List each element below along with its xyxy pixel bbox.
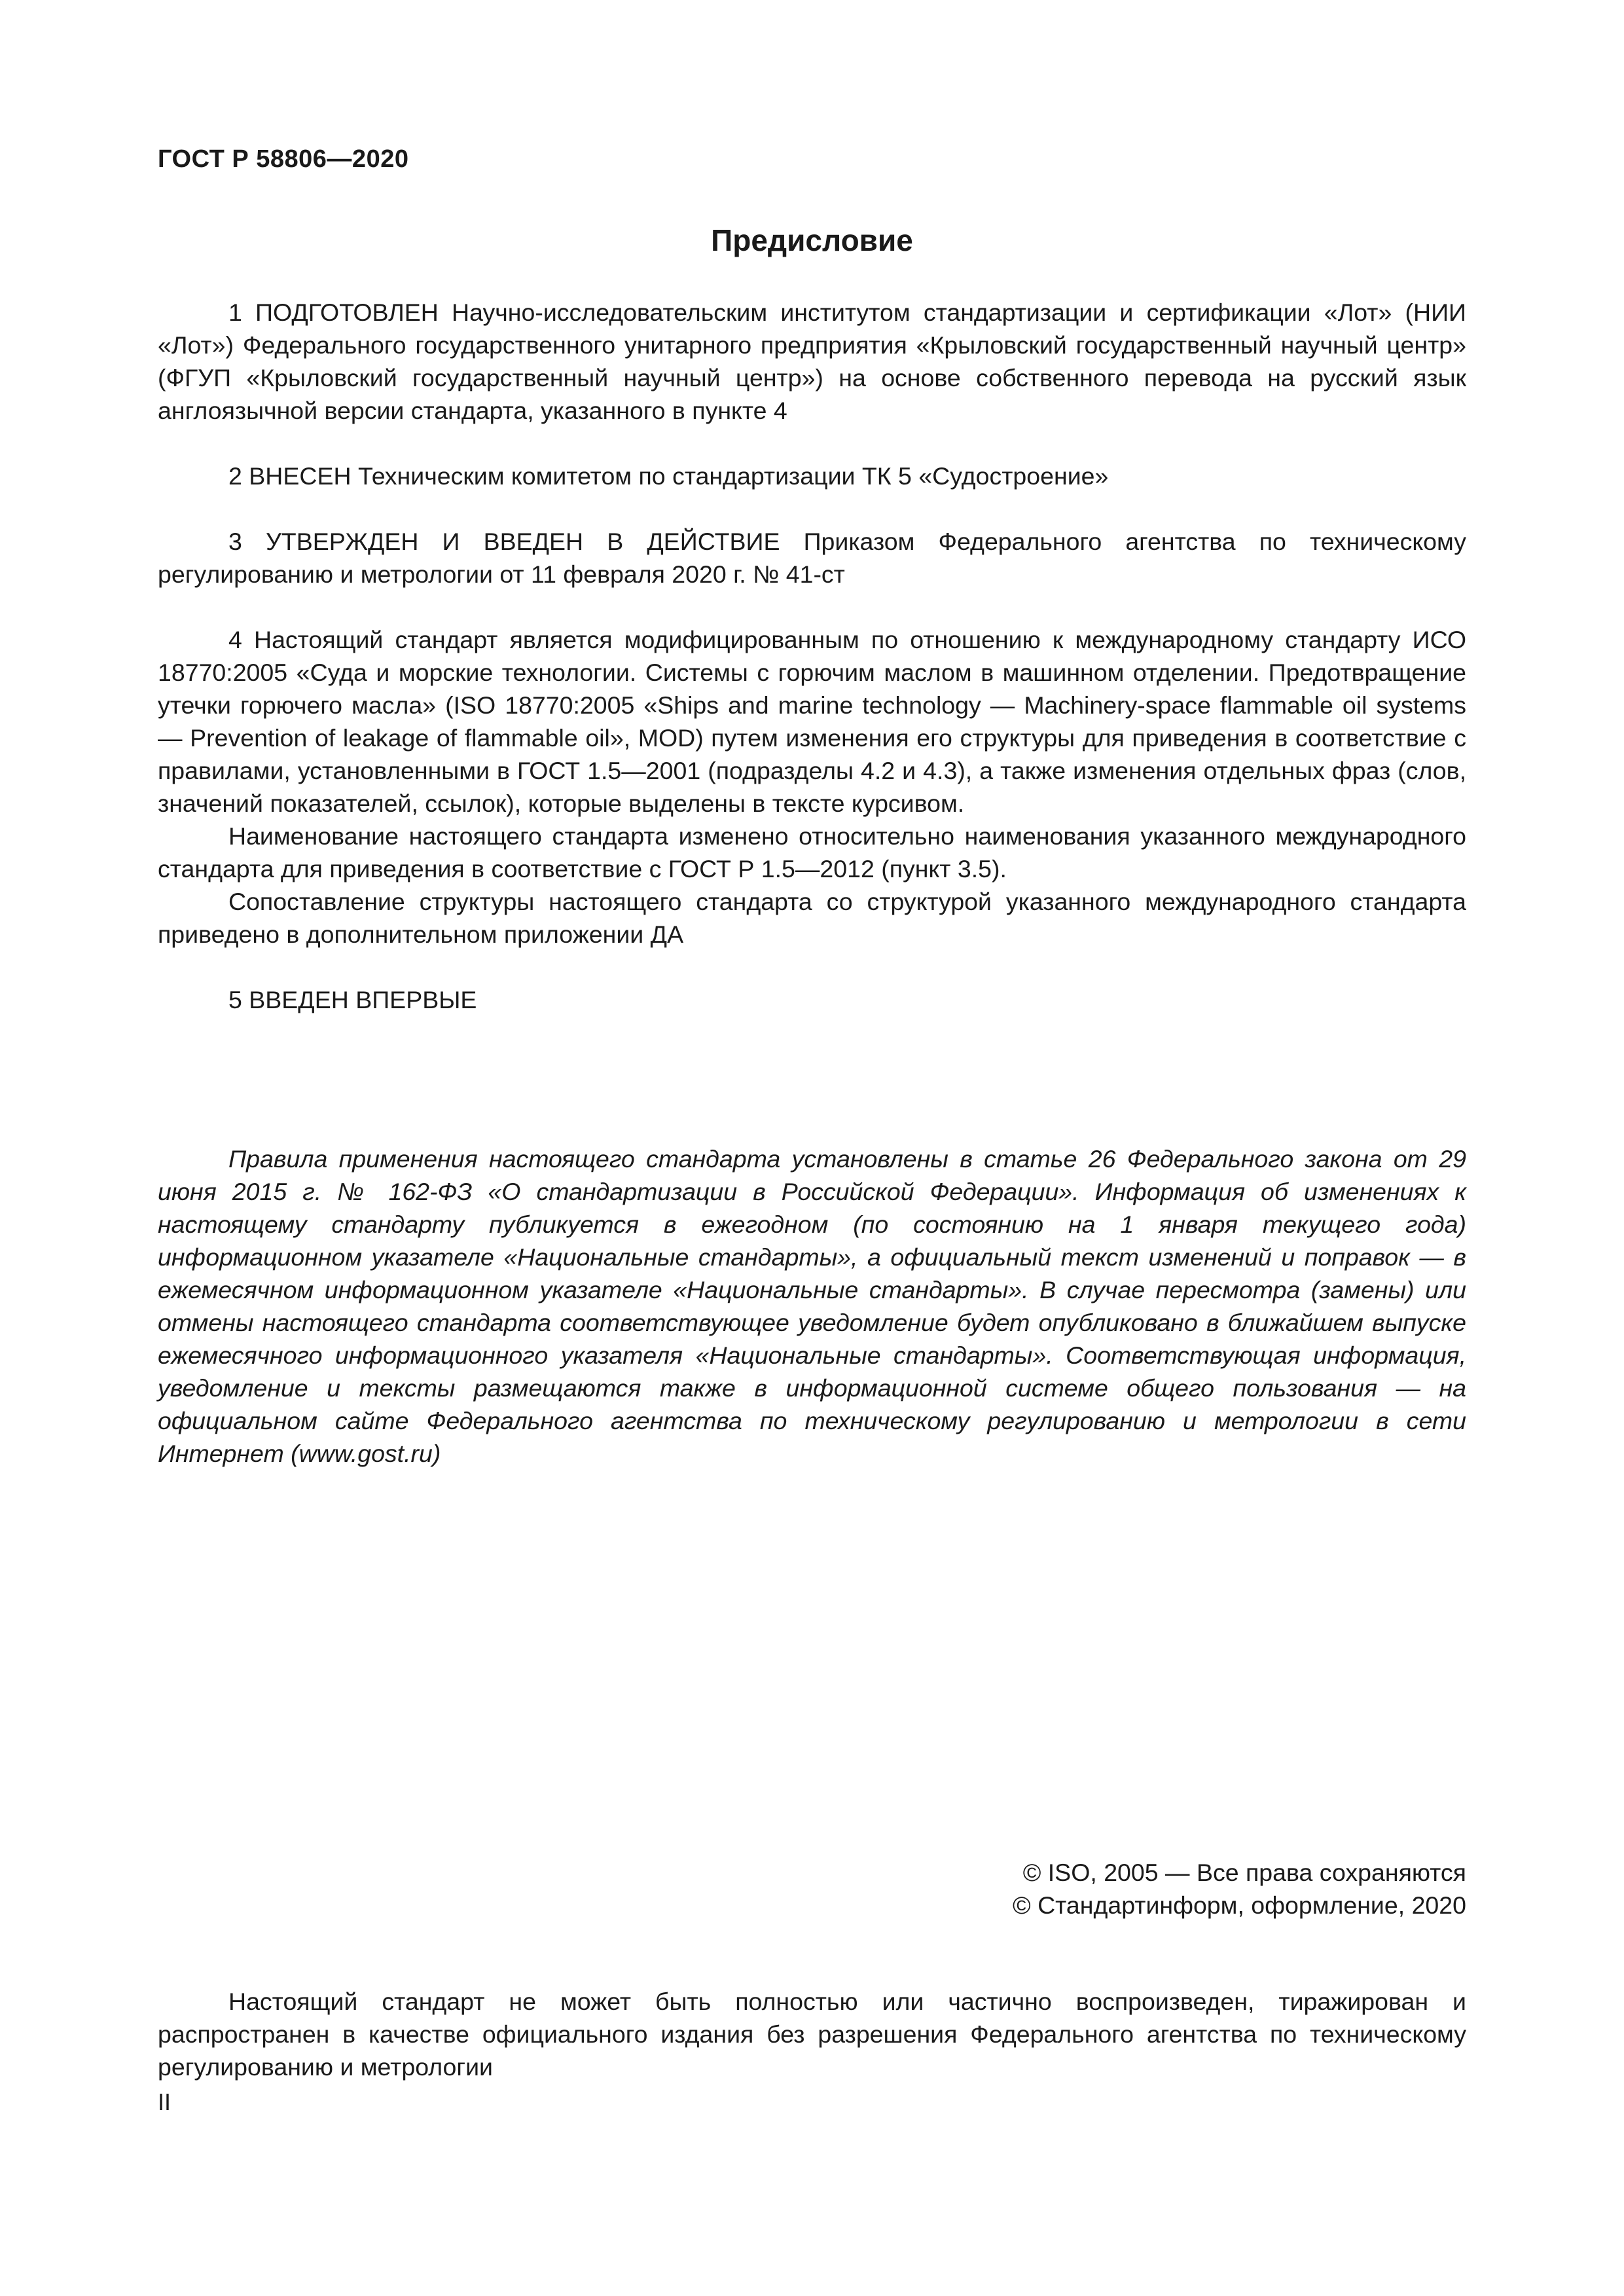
- copyright-standartinform: © Стандартинформ, оформление, 2020: [1013, 1891, 1466, 1919]
- foreword-item-1: 1 ПОДГОТОВЛЕН Научно-исследовательским институтом стандартизации и сертификации «Лот» (НИИ «Лот») Федерального государственного унитарного предприятия «Крыловский государственный научный центр» (ФГУП «Крыловский государственный научный центр») на основе собственного перевода на русский язык англоязычной версии стандарта, указанного в пункте 4: [158, 299, 1466, 424]
- foreword-title: Предисловие: [711, 223, 913, 257]
- foreword-item-3: 3 УТВЕРЖДЕН И ВВЕДЕН В ДЕЙСТВИЕ Приказом Федерального агентства по техническому регулированию и метрологии от 11 февраля 2020 г. № 41-ст: [158, 528, 1466, 588]
- foreword-item-5: 5 ВВЕДЕН ВПЕРВЫЕ: [228, 986, 477, 1013]
- foreword-item-2: 2 ВНЕСЕН Техническим комитетом по стандартизации ТК 5 «Судостроение»: [228, 462, 1109, 490]
- copyright-iso: © ISO, 2005 — Все права сохраняются: [1022, 1859, 1466, 1886]
- foreword-item-4: 4 Настоящий стандарт является модифицированным по отношению к международному стандарту ИСО 18770:2005 «Суда и морские технологии. Системы с горючим маслом в машинном отделении. Предотвращение утечки горючего масла» (ISO 18770:2005 «Ships and marine technology — Machinery-space flammable oil systems — Prevention of leakage of flammable oil», MOD) путем изменения его структуры для приведения в соответствие с правилами, установленными в ГОСТ 1.5—2001 (подразделы 4.2 и 4.3), а также изменения отдельных фраз (слов, значений показателей, ссылок), которые выделены в тексте курсивом.: [158, 626, 1466, 817]
- reproduction-notice: Настоящий стандарт не может быть полностью или частично воспроизведен, тиражирован и распространен в качестве официального издания без разрешения Федерального агентства по техническому регулированию и метрологии: [158, 1988, 1466, 2081]
- document-code: ГОСТ Р 58806—2020: [158, 145, 409, 173]
- page-number: II: [158, 2088, 171, 2115]
- copyright-block: [1013, 1856, 1466, 1922]
- application-rules-notice: Правила применения настоящего стандарта установлены в статье 26 Федерального закона от 29 июня 2015 г. № 162-ФЗ «О стандартизации в Российской Федерации». Информация об изменениях к настоящему стандарту публикуется в ежегодном (по состоянию на 1 января текущего года) информационном указателе «Национальные стандарты», а официальный текст изменений и поправок — в ежемесячном информационном указателе «Национальные стандарты». В случае пересмотра (замены) или отмены настоящего стандарта соответствующее уведомление будет опубликовано в ближайшем выпуске ежемесячного информационного указателя «Национальные стандарты». Соответствующая информация, уведомление и тексты размещаются также в информационной системе общего пользования — на официальном сайте Федерального агентства по техническому регулированию и метрологии в сети Интернет (www.gost.ru): [158, 1145, 1466, 1467]
- foreword-item-4-structure-note: Сопоставление структуры настоящего стандарта со структурой указанного международного стандарта приведено в дополнительном приложении ДА: [158, 888, 1466, 948]
- foreword-item-4-name-note: Наименование настоящего стандарта изменено относительно наименования указанного международного стандарта для приведения в соответствие с ГОСТ Р 1.5—2012 (пункт 3.5).: [158, 822, 1466, 883]
- foreword-body: [158, 296, 1466, 1016]
